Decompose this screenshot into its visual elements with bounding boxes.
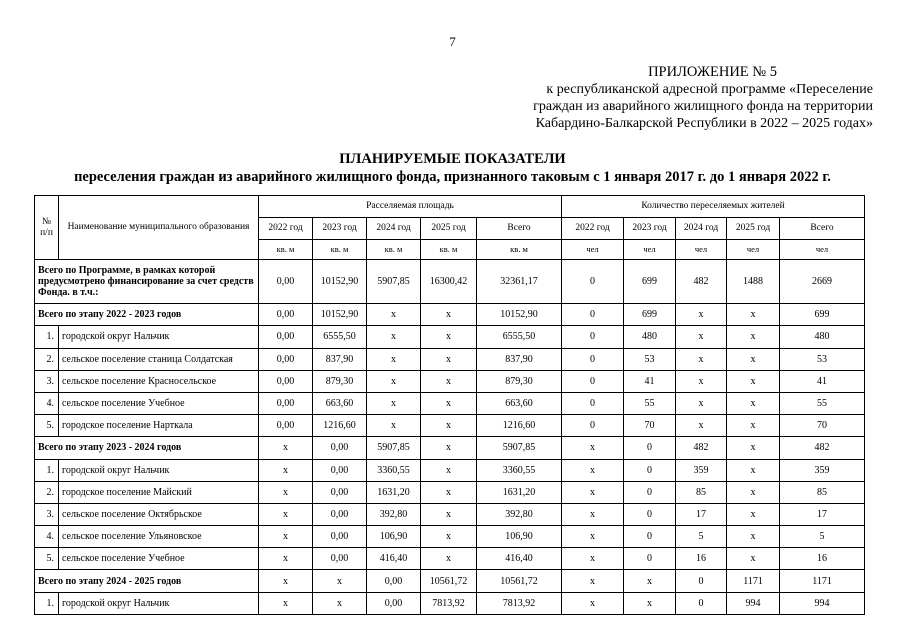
cell-p22: x (562, 437, 624, 459)
appendix-header (493, 64, 873, 132)
appendix-line: Кабардино-Балкарской Республики в 2022 – 2025 годах» (535, 116, 873, 131)
row-number: 5. (35, 548, 59, 570)
cell-a24: 0,00 (367, 592, 421, 614)
cell-p25: x (727, 437, 780, 459)
header-year: 2022 год (562, 218, 624, 240)
cell-p24: 0 (676, 570, 727, 592)
cell-p23: 699 (624, 260, 676, 304)
cell-pt: 16 (780, 548, 865, 570)
cell-p25: 1171 (727, 570, 780, 592)
table-row (35, 481, 865, 503)
cell-p22: 0 (562, 370, 624, 392)
cell-pt: 994 (780, 592, 865, 614)
cell-a25: x (421, 526, 477, 548)
cell-a23: 10152,90 (313, 304, 367, 326)
cell-p22: 0 (562, 392, 624, 414)
row-name: сельское поселение станица Солдатская (59, 348, 259, 370)
cell-a25: x (421, 304, 477, 326)
cell-at: 392,80 (477, 503, 562, 525)
cell-p23: 699 (624, 304, 676, 326)
cell-a25: x (421, 370, 477, 392)
cell-p24: x (676, 415, 727, 437)
cell-a22: x (259, 526, 313, 548)
row-name: сельское поселение Красносельское (59, 370, 259, 392)
cell-a23: 879,30 (313, 370, 367, 392)
header-total: Всего (477, 218, 562, 240)
cell-a23: x (313, 570, 367, 592)
cell-a22: 0,00 (259, 370, 313, 392)
cell-p22: x (562, 481, 624, 503)
table-row (35, 326, 865, 348)
cell-p23: 0 (624, 526, 676, 548)
cell-pt: 2669 (780, 260, 865, 304)
cell-a25: x (421, 503, 477, 525)
unit-people: чел (624, 240, 676, 260)
row-number: 4. (35, 526, 59, 548)
header-year: 2024 год (676, 218, 727, 240)
row-name: сельское поселение Ульяновское (59, 526, 259, 548)
row-number: 5. (35, 415, 59, 437)
cell-a23: 0,00 (313, 548, 367, 570)
cell-p23: 0 (624, 437, 676, 459)
table-row (35, 415, 865, 437)
cell-a25: 10561,72 (421, 570, 477, 592)
cell-a25: x (421, 415, 477, 437)
row-name: сельское поселение Учебное (59, 548, 259, 570)
cell-a24: x (367, 392, 421, 414)
unit-area: кв. м (313, 240, 367, 260)
header-year: 2023 год (624, 218, 676, 240)
unit-area: кв. м (259, 240, 313, 260)
appendix-number: ПРИЛОЖЕНИЕ № 5 (648, 64, 777, 80)
cell-p24: x (676, 348, 727, 370)
row-number: 3. (35, 370, 59, 392)
cell-a22: x (259, 437, 313, 459)
cell-a25: x (421, 437, 477, 459)
unit-area: кв. м (477, 240, 562, 260)
cell-a23: 837,90 (313, 348, 367, 370)
cell-a24: 1631,20 (367, 481, 421, 503)
cell-a25: x (421, 326, 477, 348)
cell-p22: x (562, 459, 624, 481)
table-row (35, 503, 865, 525)
cell-p25: x (727, 503, 780, 525)
row-number: 1. (35, 459, 59, 481)
page-number: 7 (449, 34, 456, 49)
cell-a23: 10152,90 (313, 260, 367, 304)
table-row (35, 592, 865, 614)
cell-at: 837,90 (477, 348, 562, 370)
appendix-line: граждан из аварийного жилищного фонда на территории (533, 99, 873, 114)
cell-a23: x (313, 592, 367, 614)
title-line-1: ПЛАНИРУЕМЫЕ ПОКАЗАТЕЛИ (339, 151, 566, 167)
row-name: Всего по этапу 2023 - 2024 годов (35, 437, 259, 459)
cell-a22: x (259, 503, 313, 525)
cell-p24: 17 (676, 503, 727, 525)
row-name: Всего по Программе, в рамках которой предусмотрено финансирование за счет средств Фонда. в т.ч.: (35, 260, 259, 304)
cell-a23: 663,60 (313, 392, 367, 414)
document-title (0, 150, 905, 186)
cell-p23: 55 (624, 392, 676, 414)
cell-at: 10561,72 (477, 570, 562, 592)
table-body (35, 260, 865, 615)
cell-a22: x (259, 548, 313, 570)
cell-p24: x (676, 392, 727, 414)
unit-area: кв. м (367, 240, 421, 260)
cell-p25: 1488 (727, 260, 780, 304)
header-num: № п/п (35, 196, 59, 260)
cell-p25: 994 (727, 592, 780, 614)
table-row (35, 370, 865, 392)
cell-a23: 0,00 (313, 503, 367, 525)
header-year: 2025 год (421, 218, 477, 240)
row-number: 1. (35, 326, 59, 348)
table-row (35, 526, 865, 548)
cell-p23: 0 (624, 548, 676, 570)
table-subtotal-row (35, 304, 865, 326)
cell-a22: x (259, 481, 313, 503)
row-name: городское поселение Нарткала (59, 415, 259, 437)
cell-p25: x (727, 370, 780, 392)
header-area: Расселяемая площадь (259, 196, 562, 218)
row-name: сельское поселение Октябрьское (59, 503, 259, 525)
cell-p24: 5 (676, 526, 727, 548)
cell-a23: 0,00 (313, 526, 367, 548)
row-name: городской округ Нальчик (59, 592, 259, 614)
cell-p25: x (727, 459, 780, 481)
cell-at: 106,90 (477, 526, 562, 548)
cell-p22: x (562, 526, 624, 548)
cell-a24: 416,40 (367, 548, 421, 570)
cell-p25: x (727, 481, 780, 503)
cell-a23: 0,00 (313, 481, 367, 503)
cell-pt: 480 (780, 326, 865, 348)
row-number: 2. (35, 348, 59, 370)
cell-pt: 699 (780, 304, 865, 326)
cell-a23: 0,00 (313, 437, 367, 459)
header-year: 2022 год (259, 218, 313, 240)
cell-a24: x (367, 326, 421, 348)
header-year: 2025 год (727, 218, 780, 240)
cell-p25: x (727, 415, 780, 437)
cell-a24: x (367, 304, 421, 326)
cell-pt: 85 (780, 481, 865, 503)
cell-at: 5907,85 (477, 437, 562, 459)
cell-pt: 17 (780, 503, 865, 525)
cell-p23: x (624, 570, 676, 592)
cell-p22: 0 (562, 326, 624, 348)
table-subtotal-row (35, 260, 865, 304)
row-name: городской округ Нальчик (59, 459, 259, 481)
cell-at: 663,60 (477, 392, 562, 414)
row-name: сельское поселение Учебное (59, 392, 259, 414)
cell-a25: 7813,92 (421, 592, 477, 614)
cell-p22: x (562, 592, 624, 614)
cell-a25: 16300,42 (421, 260, 477, 304)
cell-at: 1216,60 (477, 415, 562, 437)
cell-p23: 70 (624, 415, 676, 437)
cell-a24: 0,00 (367, 570, 421, 592)
cell-p23: 0 (624, 459, 676, 481)
header-year: 2023 год (313, 218, 367, 240)
cell-a25: x (421, 548, 477, 570)
cell-at: 7813,92 (477, 592, 562, 614)
cell-a22: x (259, 459, 313, 481)
cell-a22: x (259, 570, 313, 592)
header-year: 2024 год (367, 218, 421, 240)
cell-a24: 5907,85 (367, 437, 421, 459)
appendix-line: к республиканской адресной программе «Переселение (546, 82, 873, 97)
cell-pt: 482 (780, 437, 865, 459)
cell-a24: 106,90 (367, 526, 421, 548)
cell-pt: 53 (780, 348, 865, 370)
cell-p22: 0 (562, 260, 624, 304)
header-total: Всего (780, 218, 865, 240)
cell-p22: x (562, 548, 624, 570)
cell-p23: 480 (624, 326, 676, 348)
cell-a24: x (367, 370, 421, 392)
cell-p24: x (676, 304, 727, 326)
row-name: Всего по этапу 2024 - 2025 годов (35, 570, 259, 592)
cell-p24: x (676, 370, 727, 392)
cell-a24: x (367, 348, 421, 370)
cell-p22: 0 (562, 304, 624, 326)
cell-at: 1631,20 (477, 481, 562, 503)
cell-p23: x (624, 592, 676, 614)
cell-p23: 0 (624, 503, 676, 525)
cell-p23: 53 (624, 348, 676, 370)
cell-p23: 41 (624, 370, 676, 392)
cell-p25: x (727, 326, 780, 348)
unit-people: чел (562, 240, 624, 260)
cell-pt: 55 (780, 392, 865, 414)
unit-people: чел (727, 240, 780, 260)
cell-a25: x (421, 459, 477, 481)
row-number: 2. (35, 481, 59, 503)
cell-a23: 1216,60 (313, 415, 367, 437)
cell-pt: 41 (780, 370, 865, 392)
row-name: городской округ Нальчик (59, 326, 259, 348)
cell-a24: 392,80 (367, 503, 421, 525)
cell-at: 879,30 (477, 370, 562, 392)
unit-people: чел (780, 240, 865, 260)
cell-p23: 0 (624, 481, 676, 503)
row-name: городское поселение Майский (59, 481, 259, 503)
row-number: 1. (35, 592, 59, 614)
table-subtotal-row (35, 437, 865, 459)
cell-p24: 359 (676, 459, 727, 481)
cell-p25: x (727, 348, 780, 370)
cell-a22: 0,00 (259, 415, 313, 437)
cell-p24: 85 (676, 481, 727, 503)
cell-a22: 0,00 (259, 260, 313, 304)
cell-p22: 0 (562, 415, 624, 437)
unit-area: кв. м (421, 240, 477, 260)
title-line-2: переселения граждан из аварийного жилищного фонда, признанного таковым с 1 января 2017 г. до 1 января 2022 г. (74, 169, 831, 185)
row-number: 3. (35, 503, 59, 525)
cell-a24: x (367, 415, 421, 437)
cell-pt: 1171 (780, 570, 865, 592)
cell-at: 10152,90 (477, 304, 562, 326)
cell-a22: x (259, 592, 313, 614)
cell-a24: 5907,85 (367, 260, 421, 304)
cell-a25: x (421, 481, 477, 503)
cell-a23: 0,00 (313, 459, 367, 481)
cell-pt: 70 (780, 415, 865, 437)
indicators-table (34, 195, 865, 615)
cell-p24: x (676, 326, 727, 348)
cell-p25: x (727, 548, 780, 570)
cell-a22: 0,00 (259, 326, 313, 348)
cell-a24: 3360,55 (367, 459, 421, 481)
table-row (35, 392, 865, 414)
cell-at: 3360,55 (477, 459, 562, 481)
cell-pt: 5 (780, 526, 865, 548)
cell-p24: 16 (676, 548, 727, 570)
table-row (35, 459, 865, 481)
cell-at: 416,40 (477, 548, 562, 570)
table-subtotal-row (35, 570, 865, 592)
header-name: Наименование муниципального образования (59, 196, 259, 260)
cell-p24: 482 (676, 260, 727, 304)
unit-people: чел (676, 240, 727, 260)
cell-a25: x (421, 348, 477, 370)
cell-a25: x (421, 392, 477, 414)
row-name: Всего по этапу 2022 - 2023 годов (35, 304, 259, 326)
cell-a22: 0,00 (259, 304, 313, 326)
cell-p22: 0 (562, 348, 624, 370)
cell-a22: 0,00 (259, 392, 313, 414)
cell-pt: 359 (780, 459, 865, 481)
cell-p24: 0 (676, 592, 727, 614)
cell-p25: x (727, 304, 780, 326)
row-number: 4. (35, 392, 59, 414)
cell-p22: x (562, 503, 624, 525)
cell-at: 32361,17 (477, 260, 562, 304)
cell-p22: x (562, 570, 624, 592)
table-row (35, 548, 865, 570)
table-row (35, 348, 865, 370)
cell-at: 6555,50 (477, 326, 562, 348)
cell-p24: 482 (676, 437, 727, 459)
cell-a23: 6555,50 (313, 326, 367, 348)
cell-a22: 0,00 (259, 348, 313, 370)
header-people: Количество переселяемых жителей (562, 196, 865, 218)
cell-p25: x (727, 526, 780, 548)
cell-p25: x (727, 392, 780, 414)
